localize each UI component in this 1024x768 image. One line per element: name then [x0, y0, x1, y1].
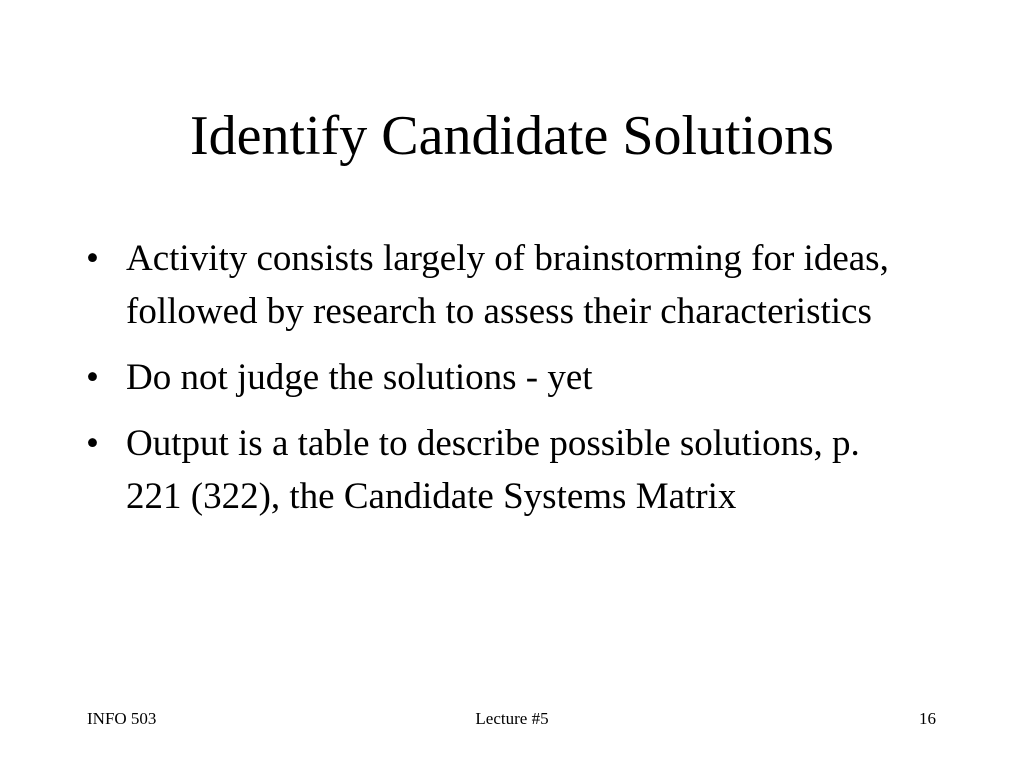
slide-title: Identify Candidate Solutions	[190, 105, 834, 167]
bullet-item	[86, 417, 906, 523]
footer-page-number: 16	[919, 709, 936, 728]
bullet-list	[86, 232, 906, 536]
bullet-icon: •	[86, 423, 99, 464]
bullet-icon: •	[86, 357, 99, 398]
bullet-text: Do not judge the solutions - yet	[126, 357, 593, 398]
bullet-item	[86, 232, 906, 338]
bullet-text: Activity consists largely of brainstorming for ideas, followed by research to assess their characteristics	[126, 238, 889, 332]
footer-course: INFO 503	[87, 709, 157, 728]
footer-lecture: Lecture #5	[475, 709, 549, 728]
bullet-icon: •	[86, 238, 99, 279]
bullet-text: Output is a table to describe possible solutions, p. 221 (322), the Candidate Systems Matrix	[126, 423, 860, 517]
bullet-item	[86, 351, 906, 404]
